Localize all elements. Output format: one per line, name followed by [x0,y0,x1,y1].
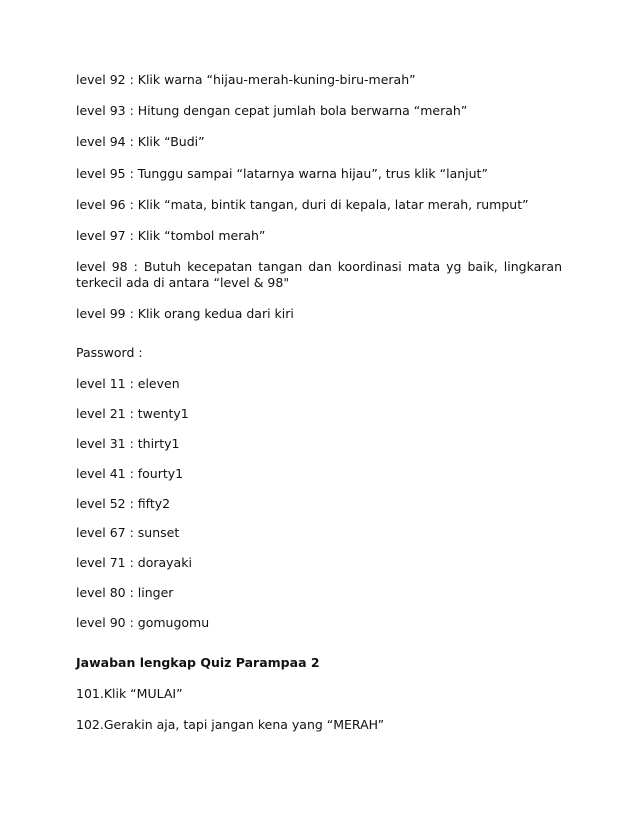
level-98-paragraph: level 98 : Butuh kecepatan tangan dan koordinasi mata yg baik, lingkaran terkecil ada di antara “level & 98" [76,259,562,290]
password-level-67: level 67 : sunset [76,525,180,540]
level-94-line: level 94 : Klik “Budi” [76,134,205,149]
level-92-line: level 92 : Klik warna “hijau-merah-kuning-biru-merah” [76,72,416,87]
password-level-31: level 31 : thirty1 [76,436,180,451]
level-99-line: level 99 : Klik orang kedua dari kiri [76,306,294,321]
password-level-52: level 52 : fifty2 [76,496,171,511]
level-93-line: level 93 : Hitung dengan cepat jumlah bola berwarna “merah” [76,103,468,118]
level-97-line: level 97 : Klik “tombol merah” [76,228,266,243]
password-level-71: level 71 : dorayaki [76,555,192,570]
level-95-line: level 95 : Tunggu sampai “latarnya warna hijau”, trus klik “lanjut” [76,166,488,181]
answer-102: 102.Gerakin aja, tapi jangan kena yang “MERAH” [76,717,385,732]
level-96-line: level 96 : Klik “mata, bintik tangan, duri di kepala, latar merah, rumput” [76,197,529,212]
section-heading: Jawaban lengkap Quiz Parampaa 2 [76,655,320,670]
password-level-21: level 21 : twenty1 [76,406,189,421]
password-level-90: level 90 : gomugomu [76,615,210,630]
password-heading: Password : [76,345,143,360]
answer-101: 101.Klik “MULAI” [76,686,183,701]
password-level-11: level 11 : eleven [76,376,180,391]
password-level-80: level 80 : linger [76,585,174,600]
password-level-41: level 41 : fourty1 [76,466,184,481]
